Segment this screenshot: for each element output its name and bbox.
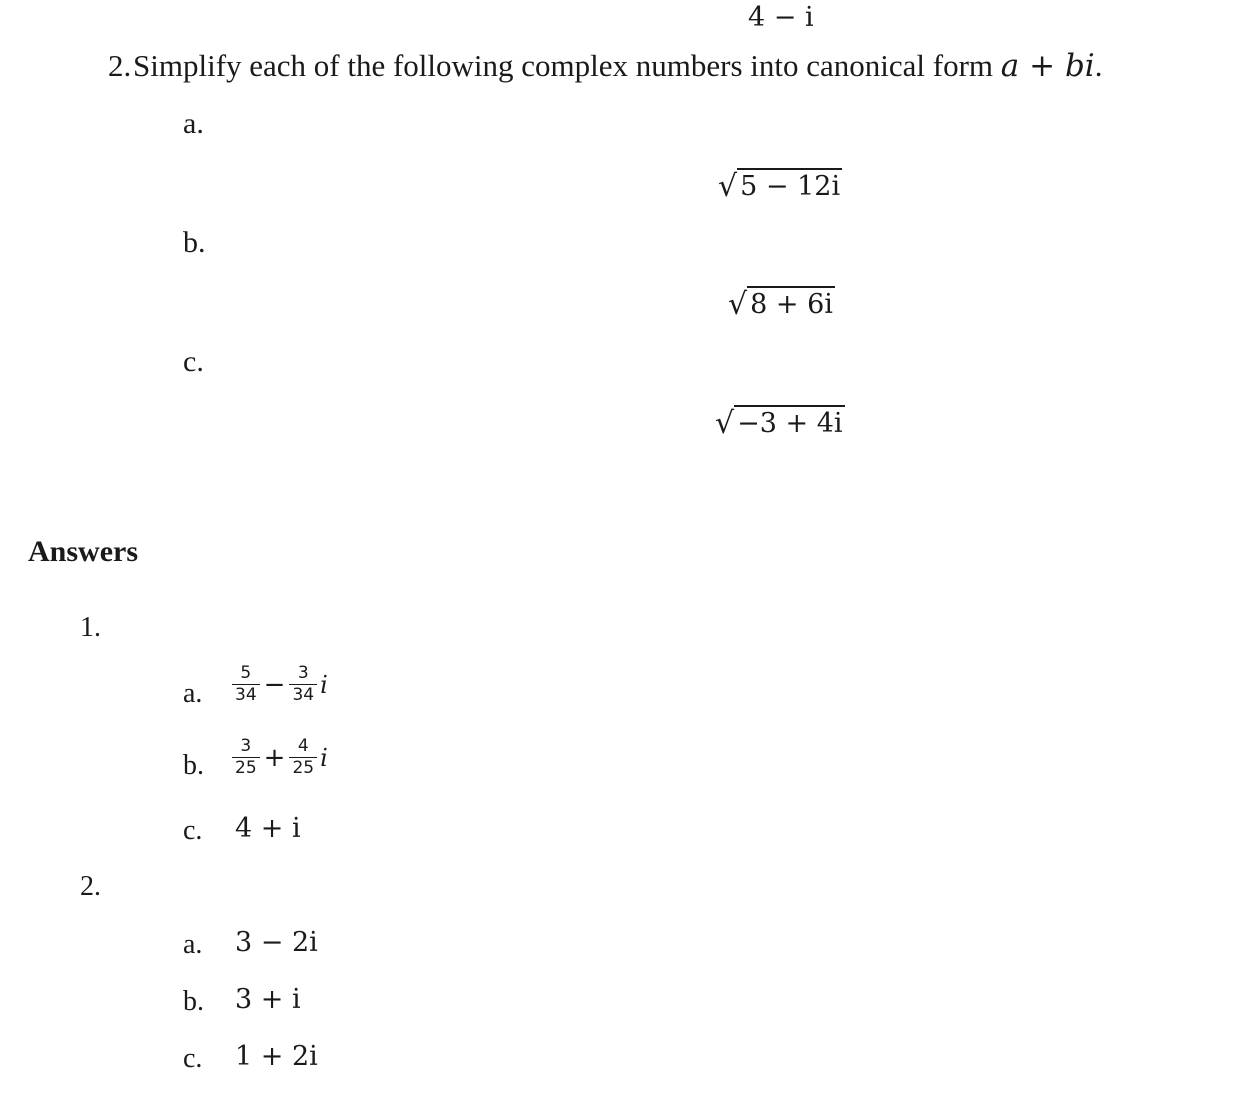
fraction-denominator: 25	[289, 757, 317, 778]
sqrt-sign: √	[718, 169, 738, 204]
operator: +	[263, 742, 286, 773]
question-text-prefix: Simplify each of the following complex numbers into canonical form	[133, 48, 1001, 83]
answer-1b-expression	[231, 738, 328, 778]
answer-1a-expression	[231, 665, 328, 705]
part-a-expression	[718, 168, 842, 204]
fraction	[289, 665, 317, 705]
carryover-expression-text: 4 − i	[748, 2, 814, 33]
answer-2b-expression: 3 + i	[235, 984, 301, 1015]
part-c-label: c.	[183, 345, 204, 378]
fraction-denominator: 34	[232, 684, 260, 705]
fraction-numerator: 5	[240, 663, 252, 683]
operator: −	[263, 669, 286, 700]
answer-1c-label: c.	[183, 815, 203, 846]
answer-group-2-number: 2.	[80, 871, 101, 902]
answer-2a-label: a.	[183, 929, 203, 960]
carryover-expression	[748, 2, 814, 33]
question-number: 2.	[108, 48, 132, 83]
answer-2a-expression: 3 − 2i	[235, 927, 318, 958]
part-b-label: b.	[183, 226, 206, 259]
part-a-radicand: 5 − 12i	[737, 168, 842, 200]
part-b-expression	[728, 286, 835, 322]
sqrt-sign: √	[728, 287, 748, 322]
answer-2c-expression: 1 + 2i	[235, 1041, 318, 1072]
fraction	[232, 665, 260, 705]
part-c-radicand: −3 + 4i	[734, 405, 844, 437]
answer-1b-label: b.	[183, 750, 204, 781]
sqrt-sign: √	[715, 406, 735, 441]
part-b-radicand: 8 + 6i	[747, 286, 835, 318]
fraction-denominator: 34	[289, 684, 317, 705]
answers-heading: Answers	[28, 535, 138, 568]
question-text	[133, 48, 1102, 84]
imaginary-unit: i	[320, 670, 328, 699]
fraction	[289, 738, 317, 778]
part-c-expression	[715, 405, 845, 441]
fraction-denominator: 25	[232, 757, 260, 778]
part-a-label: a.	[183, 107, 204, 140]
fraction-numerator: 3	[240, 736, 252, 756]
answer-2b-label: b.	[183, 986, 204, 1017]
fraction-numerator: 3	[297, 663, 309, 683]
answer-1c-expression: 4 + i	[235, 813, 301, 844]
fraction	[232, 738, 260, 778]
answer-2c-label: c.	[183, 1043, 203, 1074]
answer-1a-label: a.	[183, 678, 203, 709]
answer-group-1-number: 1.	[80, 612, 101, 643]
canonical-form: a + bi	[1000, 48, 1095, 84]
imaginary-unit: i	[320, 743, 328, 772]
question-text-suffix: .	[1094, 48, 1103, 83]
fraction-numerator: 4	[297, 736, 309, 756]
